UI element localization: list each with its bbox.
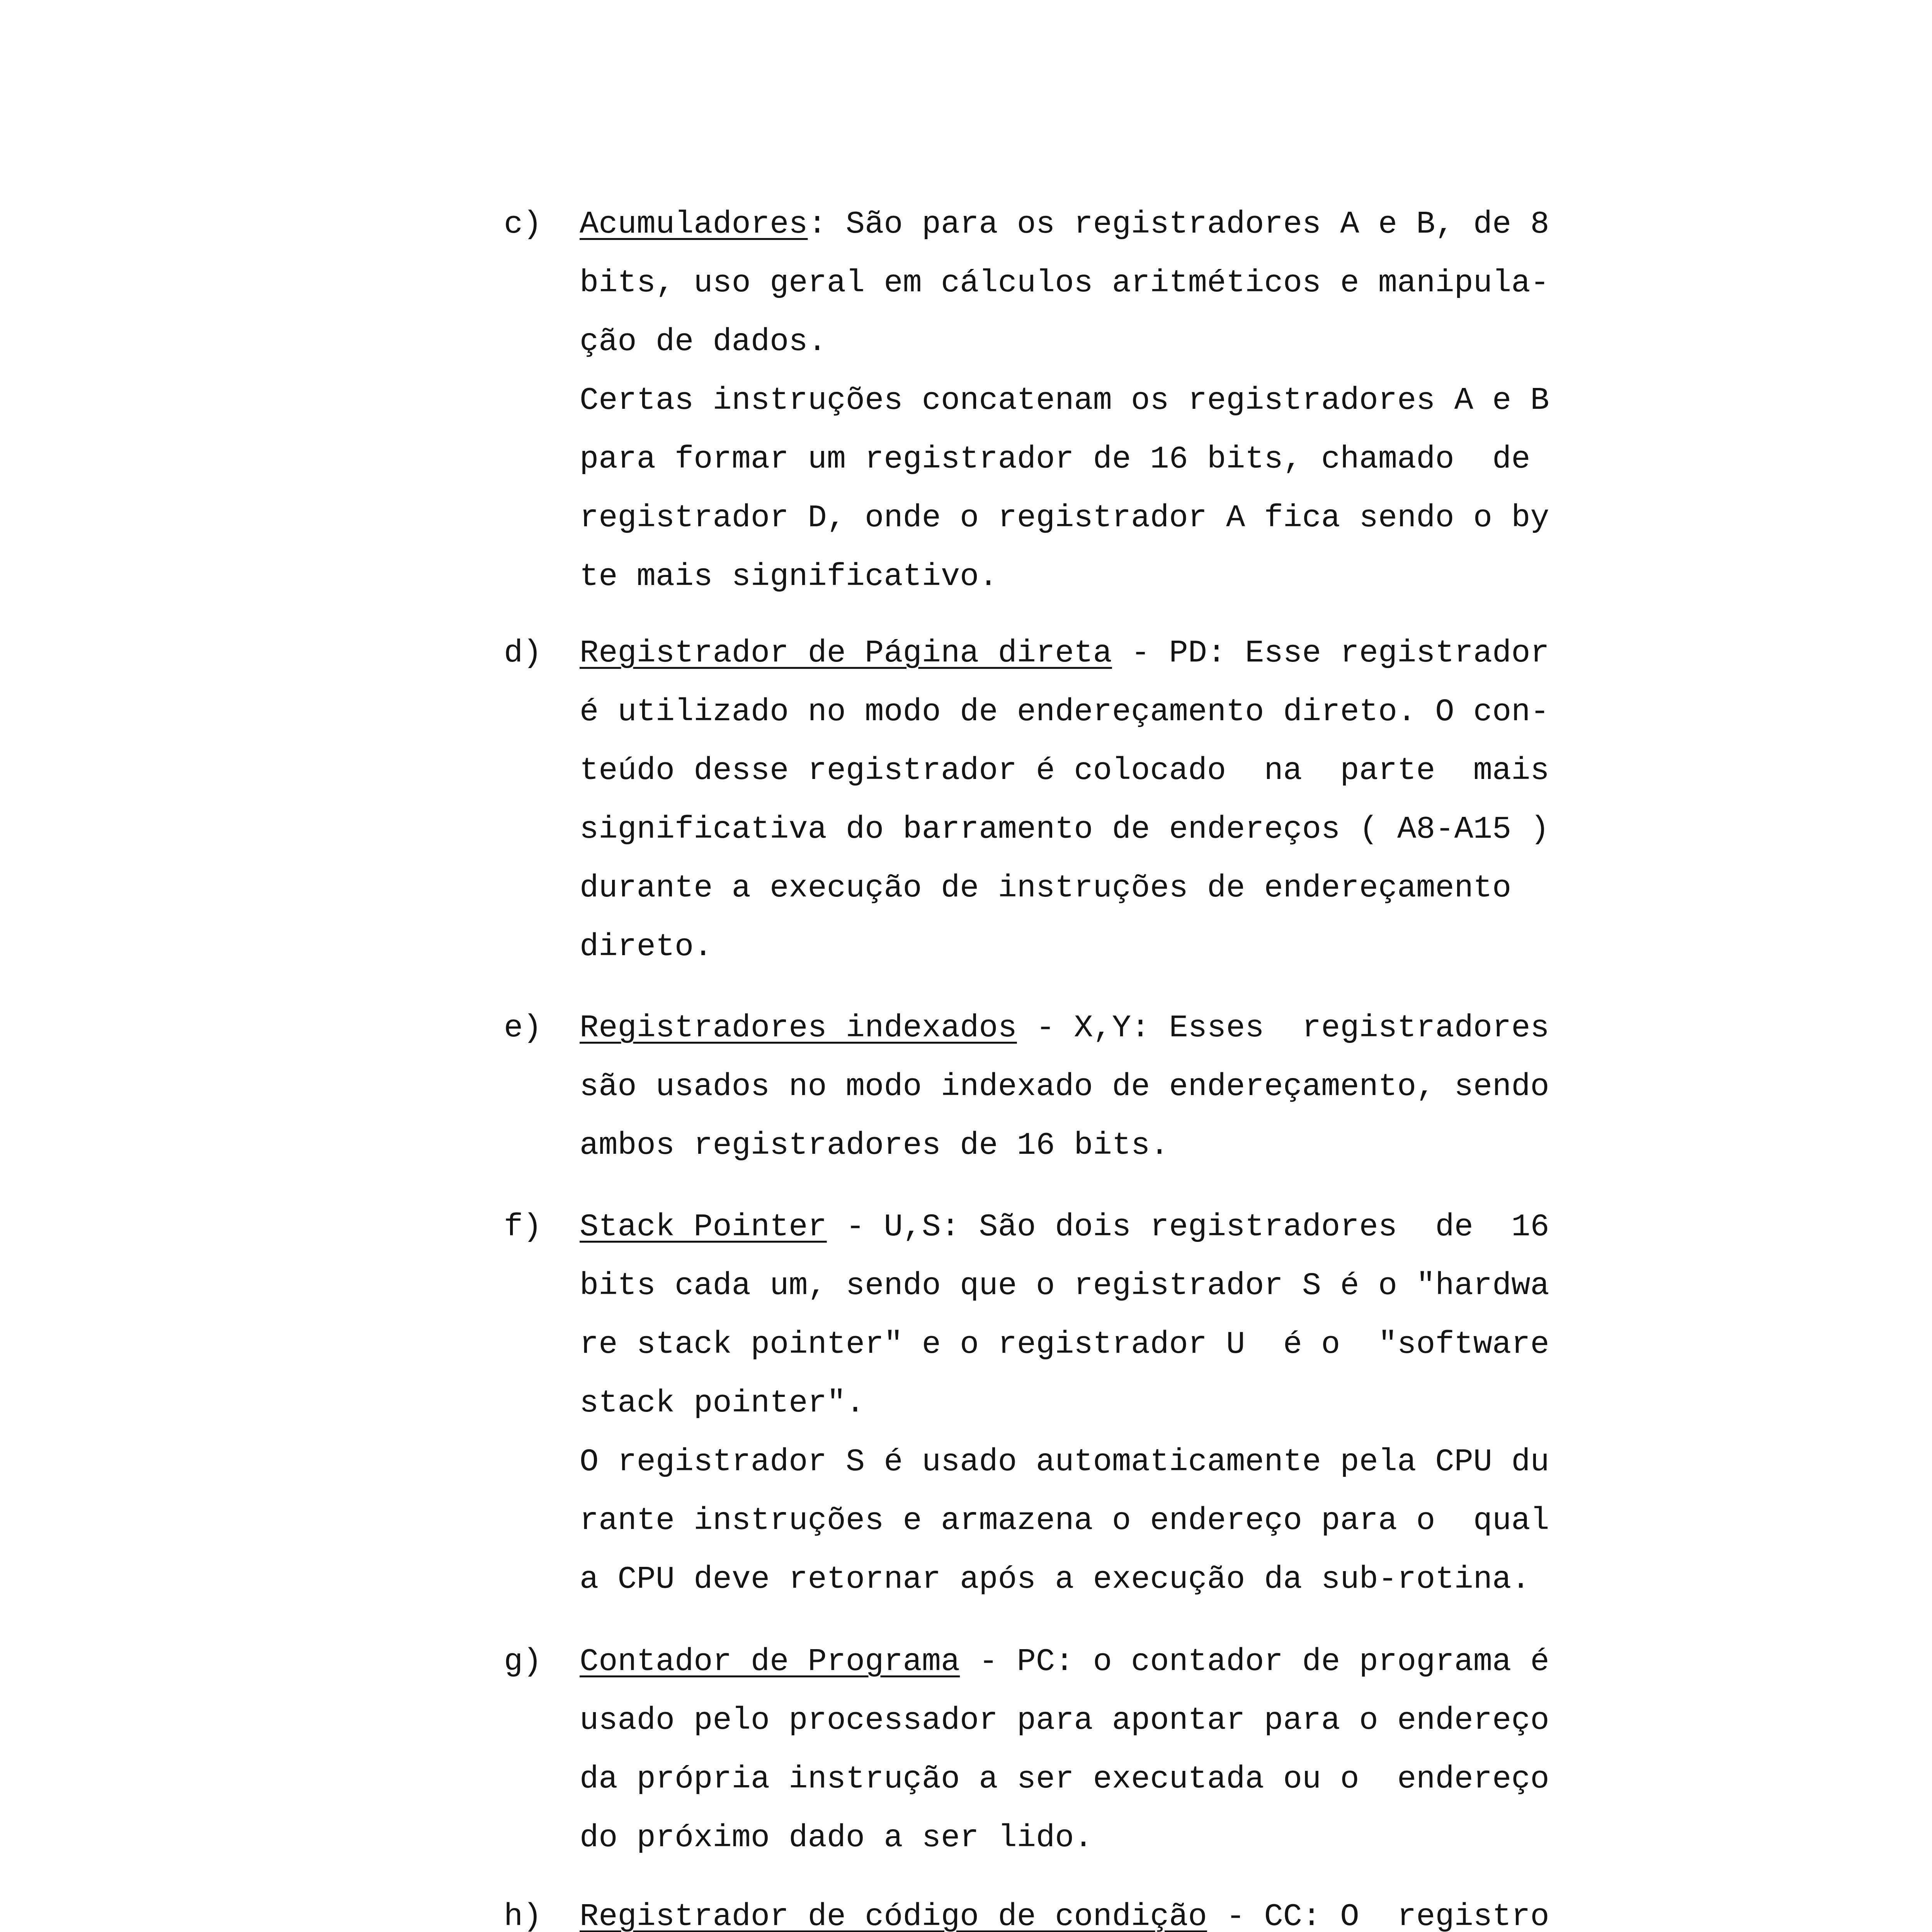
- text-line: [580, 1888, 1820, 1932]
- item-body: [580, 1198, 1820, 1609]
- text-segment: registrador D, onde o registrador A fica sendo o by: [580, 500, 1549, 536]
- text-segment: bits, uso geral em cálculos aritméticos e manipula-: [580, 265, 1549, 301]
- item-body: [580, 1633, 1820, 1867]
- text-segment: - U,S: São dois registradores de 16: [827, 1209, 1549, 1245]
- text-segment: direto.: [580, 929, 713, 965]
- text-line: [580, 1750, 1820, 1809]
- item-body: [580, 195, 1820, 606]
- text-line: [580, 1691, 1820, 1750]
- item-marker: d): [504, 635, 542, 671]
- text-line: [580, 430, 1820, 489]
- text-segment: O registrador S é usado automaticamente pela CPU du: [580, 1444, 1549, 1480]
- register-term: Acumuladores: [580, 206, 808, 242]
- text-segment: re stack pointer" e o registrador U é o "software: [580, 1327, 1549, 1362]
- text-line: [580, 254, 1820, 313]
- register-term: Registradores indexados: [580, 1010, 1017, 1046]
- item-marker: e): [504, 1010, 542, 1046]
- item-marker: c): [504, 206, 542, 242]
- text-segment: da própria instrução a ser executada ou o endereço: [580, 1761, 1549, 1797]
- text-segment: do próximo dado a ser lido.: [580, 1820, 1093, 1856]
- text-line: [580, 195, 1820, 254]
- item-body: [580, 624, 1820, 976]
- item-body: [580, 1888, 1820, 1932]
- text-line: [580, 999, 1820, 1058]
- text-segment: : São para os registradores A e B, de 8: [808, 206, 1549, 242]
- text-segment: te mais significativo.: [580, 559, 998, 595]
- text-segment: ambos registradores de 16 bits.: [580, 1128, 1169, 1163]
- text-segment: durante a execução de instruções de endereçamento: [580, 870, 1512, 906]
- text-line: [580, 1433, 1820, 1492]
- item-body: [580, 999, 1820, 1175]
- text-segment: rante instruções e armazena o endereço para o qual: [580, 1503, 1549, 1539]
- text-line: [580, 313, 1820, 371]
- text-segment: Certas instruções concatenam os registradores A e B: [580, 383, 1549, 418]
- text-segment: - PC: o contador de programa é: [960, 1644, 1549, 1680]
- text-line: [580, 1633, 1820, 1691]
- text-segment: - PD: Esse registrador: [1112, 635, 1549, 671]
- text-segment: stack pointer".: [580, 1385, 865, 1421]
- text-line: [580, 489, 1820, 548]
- text-line: [580, 683, 1820, 742]
- register-term: Stack Pointer: [580, 1209, 827, 1245]
- text-segment: - X,Y: Esses registradores: [1017, 1010, 1549, 1046]
- text-line: [580, 1198, 1820, 1257]
- text-segment: teúdo desse registrador é colocado na parte mais: [580, 753, 1549, 789]
- item-marker: h): [504, 1899, 542, 1932]
- text-segment: bits cada um, sendo que o registrador S é o "hardwa: [580, 1268, 1549, 1304]
- item-marker: g): [504, 1644, 542, 1680]
- text-segment: ção de dados.: [580, 324, 827, 360]
- item-marker: f): [504, 1209, 542, 1245]
- text-line: [580, 742, 1820, 800]
- text-line: [580, 859, 1820, 918]
- text-segment: a CPU deve retornar após a execução da sub-rotina.: [580, 1561, 1531, 1597]
- register-term: Registrador de Página direta: [580, 635, 1112, 671]
- text-segment: para formar um registrador de 16 bits, chamado de: [580, 441, 1531, 477]
- text-segment: significativa do barramento de endereços ( A8-A15 ): [580, 811, 1549, 847]
- text-line: [580, 800, 1820, 859]
- text-line: [580, 548, 1820, 606]
- text-line: [580, 1492, 1820, 1550]
- text-line: [580, 624, 1820, 683]
- text-line: [580, 371, 1820, 430]
- text-segment: é utilizado no modo de endereçamento direto. O con-: [580, 694, 1549, 730]
- text-line: [580, 1550, 1820, 1609]
- text-segment: usado pelo processador para apontar para o endereço: [580, 1702, 1549, 1738]
- text-line: [580, 1374, 1820, 1433]
- text-line: [580, 1116, 1820, 1175]
- text-segment: são usados no modo indexado de endereçamento, sendo: [580, 1069, 1549, 1105]
- text-line: [580, 918, 1820, 976]
- text-segment: - CC: O registro: [1207, 1899, 1549, 1932]
- text-line: [580, 1809, 1820, 1867]
- text-line: [580, 1058, 1820, 1116]
- text-line: [580, 1257, 1820, 1315]
- register-term: Registrador de código de condição: [580, 1899, 1207, 1932]
- register-term: Contador de Programa: [580, 1644, 960, 1680]
- text-line: [580, 1315, 1820, 1374]
